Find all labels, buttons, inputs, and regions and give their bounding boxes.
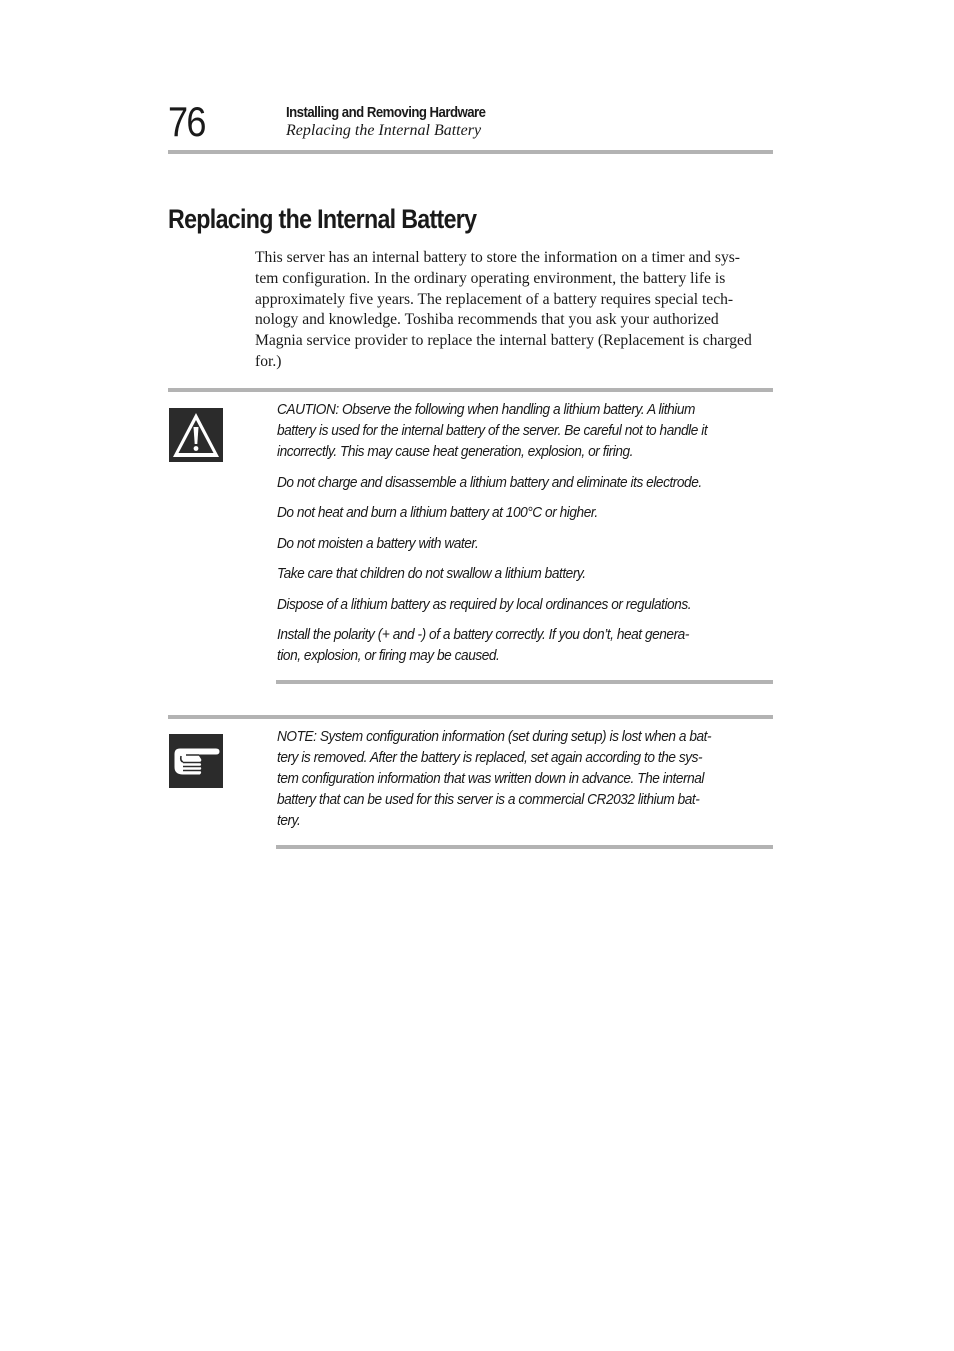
header-rule [168, 150, 773, 154]
note-line: NOTE: System configuration information (set during setup) is lost when a bat- [277, 728, 712, 745]
caution-bottom-rule [276, 680, 773, 684]
caution-line: incorrectly. This may cause heat generation, explosion, or firing. [277, 443, 634, 460]
note-line: tery is removed. After the battery is replaced, set again according to the sys- [277, 749, 703, 766]
note-bottom-rule [276, 845, 773, 849]
note-line: battery that can be used for this server is a commercial CR2032 lithium bat- [277, 791, 700, 808]
caution-top-rule [168, 388, 773, 392]
intro-line: Magnia service provider to replace the internal battery (Replacement is charged [255, 332, 752, 350]
caution-line: CAUTION: Observe the following when handling a lithium battery. A lithium [277, 401, 695, 418]
caution-paragraph [277, 472, 747, 493]
caution-line: Do not moisten a battery with water. [277, 534, 479, 552]
caution-line: battery is used for the internal battery of the server. Be careful not to handle it [277, 422, 708, 439]
note-paragraph [277, 726, 747, 831]
caution-paragraph [277, 563, 747, 584]
note-line: tery. [277, 812, 301, 829]
caution-line: Do not heat and burn a lithium battery at 100°C or higher. [277, 504, 598, 521]
warning-triangle-icon [169, 408, 223, 462]
intro-line: nology and knowledge. Toshiba recommends that you ask your authorized [255, 311, 719, 329]
running-head [286, 103, 513, 140]
caution-body [277, 399, 747, 676]
intro-line: for.) [255, 352, 282, 370]
page-number: 76 [168, 98, 205, 145]
caution-paragraph [277, 533, 747, 554]
section-title: Replacing the Internal Battery [168, 204, 477, 234]
caution-line: Install the polarity (+ and -) of a battery correctly. If you don’t, heat genera- [277, 626, 689, 643]
caution-paragraph [277, 624, 747, 666]
caution-line: Dispose of a lithium battery as required by local ordinances or regulations. [277, 595, 692, 613]
caution-line: Do not charge and disassemble a lithium battery and eliminate its electrode. [277, 473, 702, 491]
running-head-chapter: Installing and Removing Hardware [286, 104, 486, 121]
running-head-section: Replacing the Internal Battery [286, 122, 482, 139]
note-top-rule [168, 715, 773, 719]
intro-line: This server has an internal battery to store the information on a timer and sys- [255, 249, 740, 266]
note-body [277, 726, 747, 841]
caution-line: tion, explosion, or firing may be caused. [277, 647, 500, 664]
caution-line: Take care that children do not swallow a lithium battery. [277, 565, 586, 582]
intro-line: approximately five years. The replacement of a battery requires special tech- [255, 290, 734, 308]
caution-paragraph [277, 502, 747, 523]
intro-line: tem configuration. In the ordinary operating environment, the battery life is [255, 269, 726, 287]
caution-paragraph [277, 399, 747, 462]
pointing-hand-icon [169, 734, 223, 788]
caution-paragraph [277, 594, 747, 615]
intro-paragraph [255, 248, 773, 373]
note-line: tem configuration information that was written down in advance. The internal [277, 770, 704, 787]
